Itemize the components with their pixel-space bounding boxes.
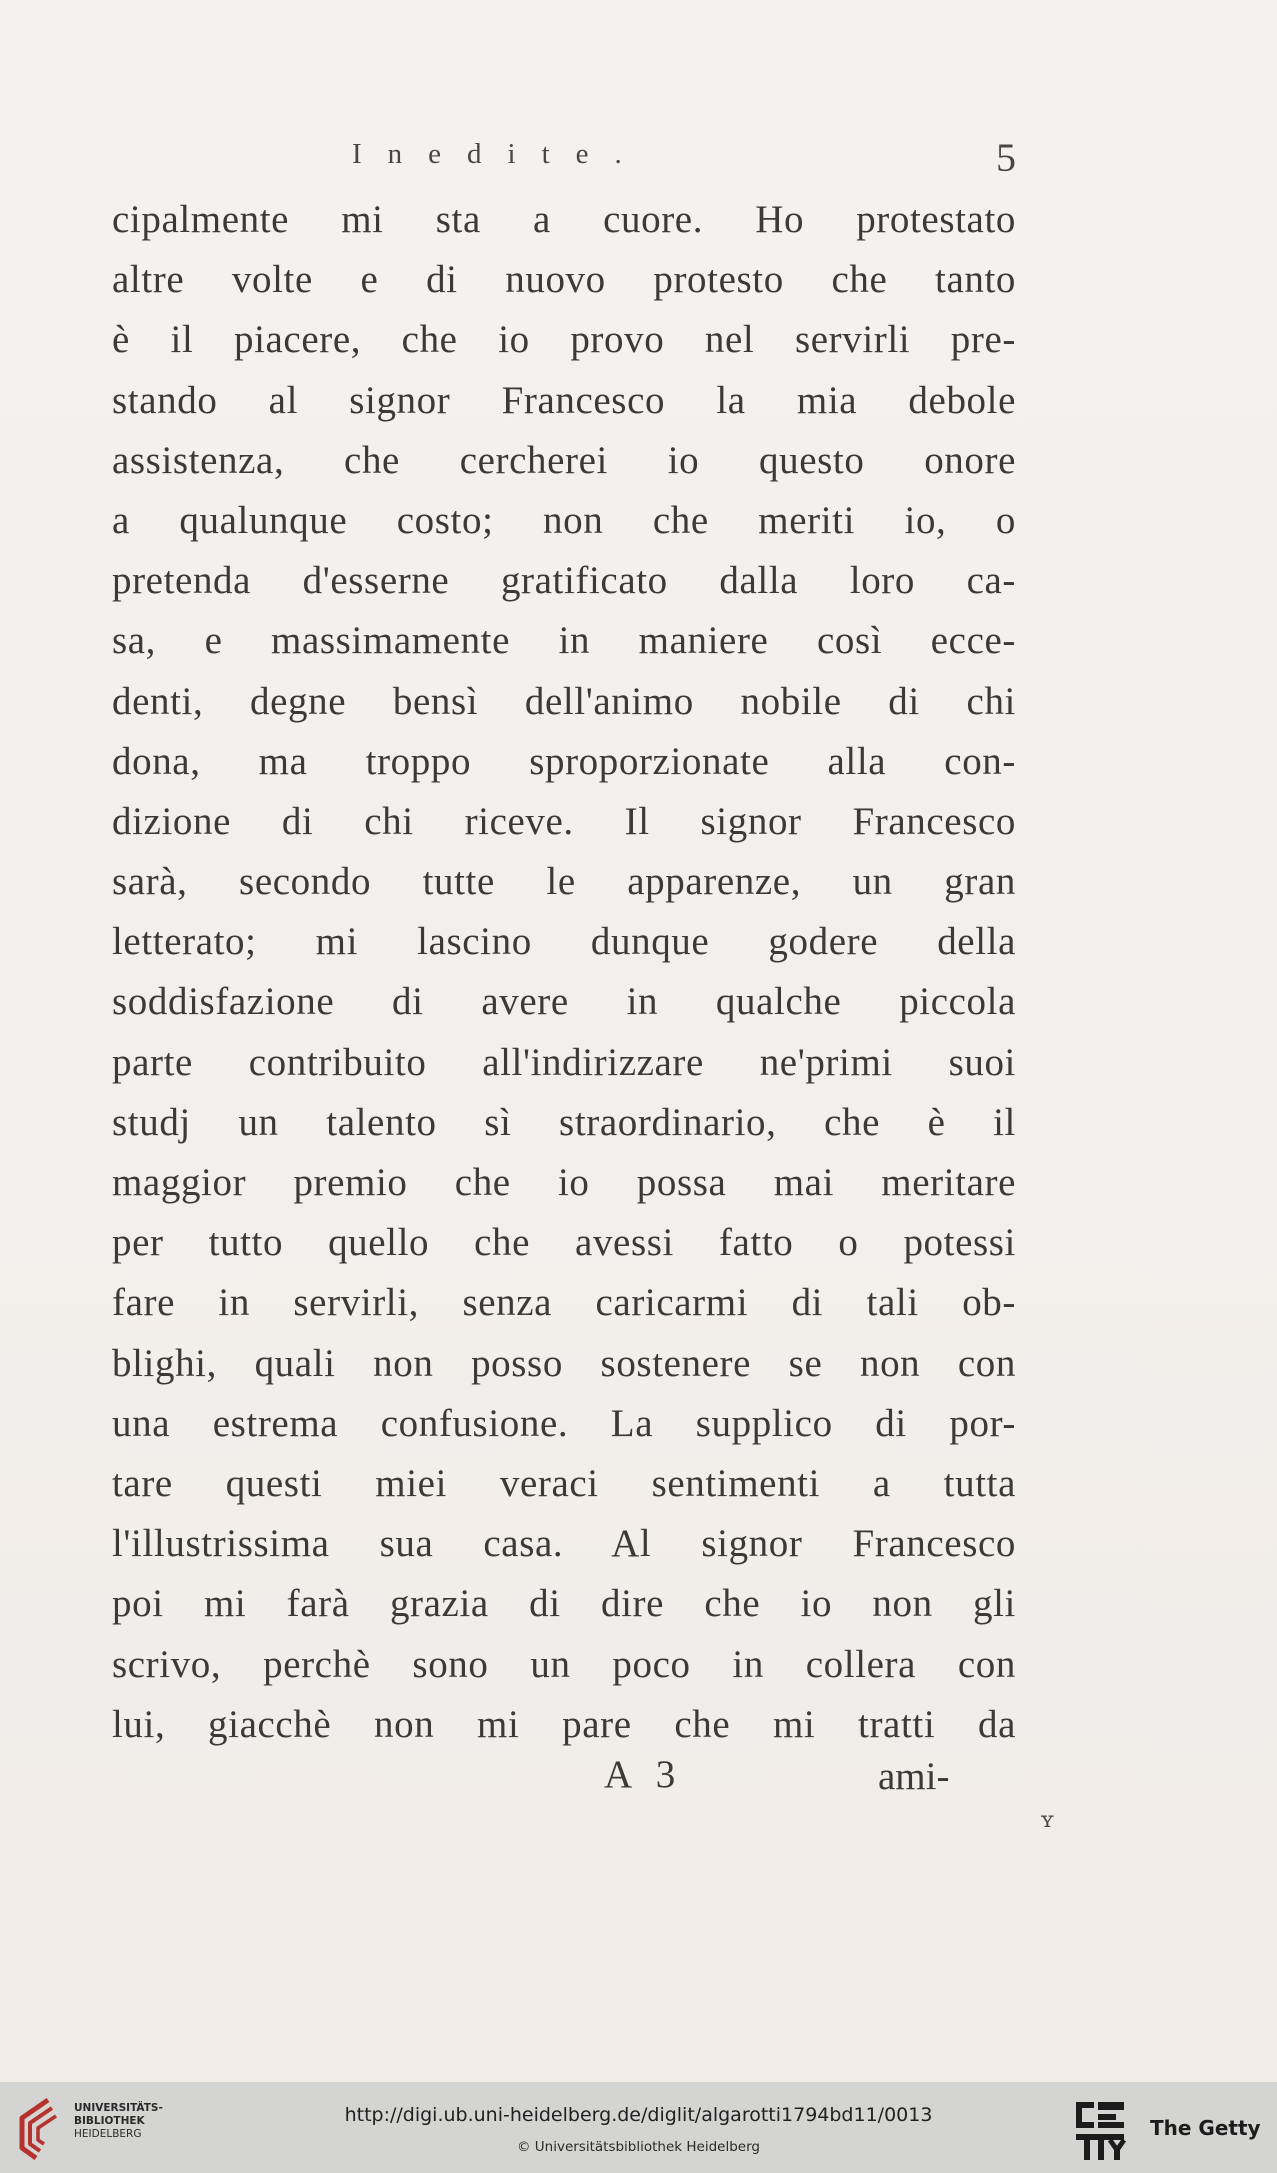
text-line: cipalmente mi sta a cuore. Ho protestato xyxy=(112,198,1016,241)
text-line: studj un talento sì straordinario, che è il xyxy=(112,1100,1016,1144)
text-line: maggior premio che io possa mai meritare xyxy=(112,1161,1016,1204)
text-line: parte contribuito all'indirizzare ne'primi suoi xyxy=(112,1040,1016,1084)
text-line: stando al signor Francesco la mia debole xyxy=(112,378,1016,422)
catchline xyxy=(112,1752,1016,1808)
library-name-line: BIBLIOTHEK xyxy=(74,2115,145,2127)
text-line: letterato; mi lascino dunque godere della xyxy=(112,920,1016,964)
margin-mark: ʏ xyxy=(1040,1808,1055,1833)
text-line: è il piacere, che io provo nel servirli pre- xyxy=(112,318,1016,362)
text-line: altre volte e di nuovo protesto che tanto xyxy=(112,258,1016,302)
text-line: assistenza, che cercherei io questo onore xyxy=(112,438,1016,482)
library-name-line: UNIVERSITÄTS- xyxy=(74,2102,163,2114)
text-line: sa, e massimamente in maniere così ecce- xyxy=(112,619,1016,663)
text-line: lui, giacchè non mi pare che mi tratti da xyxy=(112,1702,1016,1746)
text-line: soddisfazione di avere in qualche piccola xyxy=(112,980,1016,1024)
text-line: poi mi farà grazia di dire che io non gli xyxy=(112,1582,1016,1626)
text-line: pretenda d'esserne gratificato dalla loro ca- xyxy=(112,559,1016,603)
text-line: dona, ma troppo sproporzionate alla con- xyxy=(112,739,1016,783)
text-line: denti, degne bensì dell'animo nobile di chi xyxy=(112,679,1016,723)
partner-name: The Getty xyxy=(1150,2116,1261,2140)
text-line: l'illustrissima sua casa. Al signor Francesco xyxy=(112,1522,1016,1566)
text-line: una estrema confusione. La supplico di por- xyxy=(112,1401,1016,1445)
page-number: 5 xyxy=(996,135,1016,180)
text-line: per tutto quello che avessi fatto o potessi xyxy=(112,1221,1016,1265)
text-line: sarà, secondo tutte le apparenze, un gran xyxy=(112,860,1016,904)
text-line: dizione di chi riceve. Il signor Francesco xyxy=(112,799,1016,843)
text-line: blighi, quali non posso sostenere se non con xyxy=(112,1341,1016,1385)
text-line: tare questi miei veraci sentimenti a tutta xyxy=(112,1461,1016,1505)
text-line: scrivo, perchè sono un poco in collera con xyxy=(112,1642,1016,1686)
running-head xyxy=(112,135,1016,182)
footer-bar xyxy=(0,2082,1277,2173)
catchword: ami- xyxy=(878,1755,950,1798)
signature-mark: A 3 xyxy=(604,1753,684,1796)
running-title: Inedite. xyxy=(352,138,648,170)
body-text xyxy=(112,190,1016,1755)
library-name-line: HEIDELBERG xyxy=(74,2128,142,2140)
text-line: fare in servirli, senza caricarmi di tali ob- xyxy=(112,1281,1016,1325)
copyright-notice: © Universitätsbibliothek Heidelberg xyxy=(516,2139,760,2155)
text-line: a qualunque costo; non che meriti io, o xyxy=(112,498,1016,542)
permalink-url[interactable]: http://digi.ub.uni-heidelberg.de/diglit/algarotti1794bd11/0013 xyxy=(344,2104,933,2126)
getty-logo-icon xyxy=(1072,2098,1130,2164)
